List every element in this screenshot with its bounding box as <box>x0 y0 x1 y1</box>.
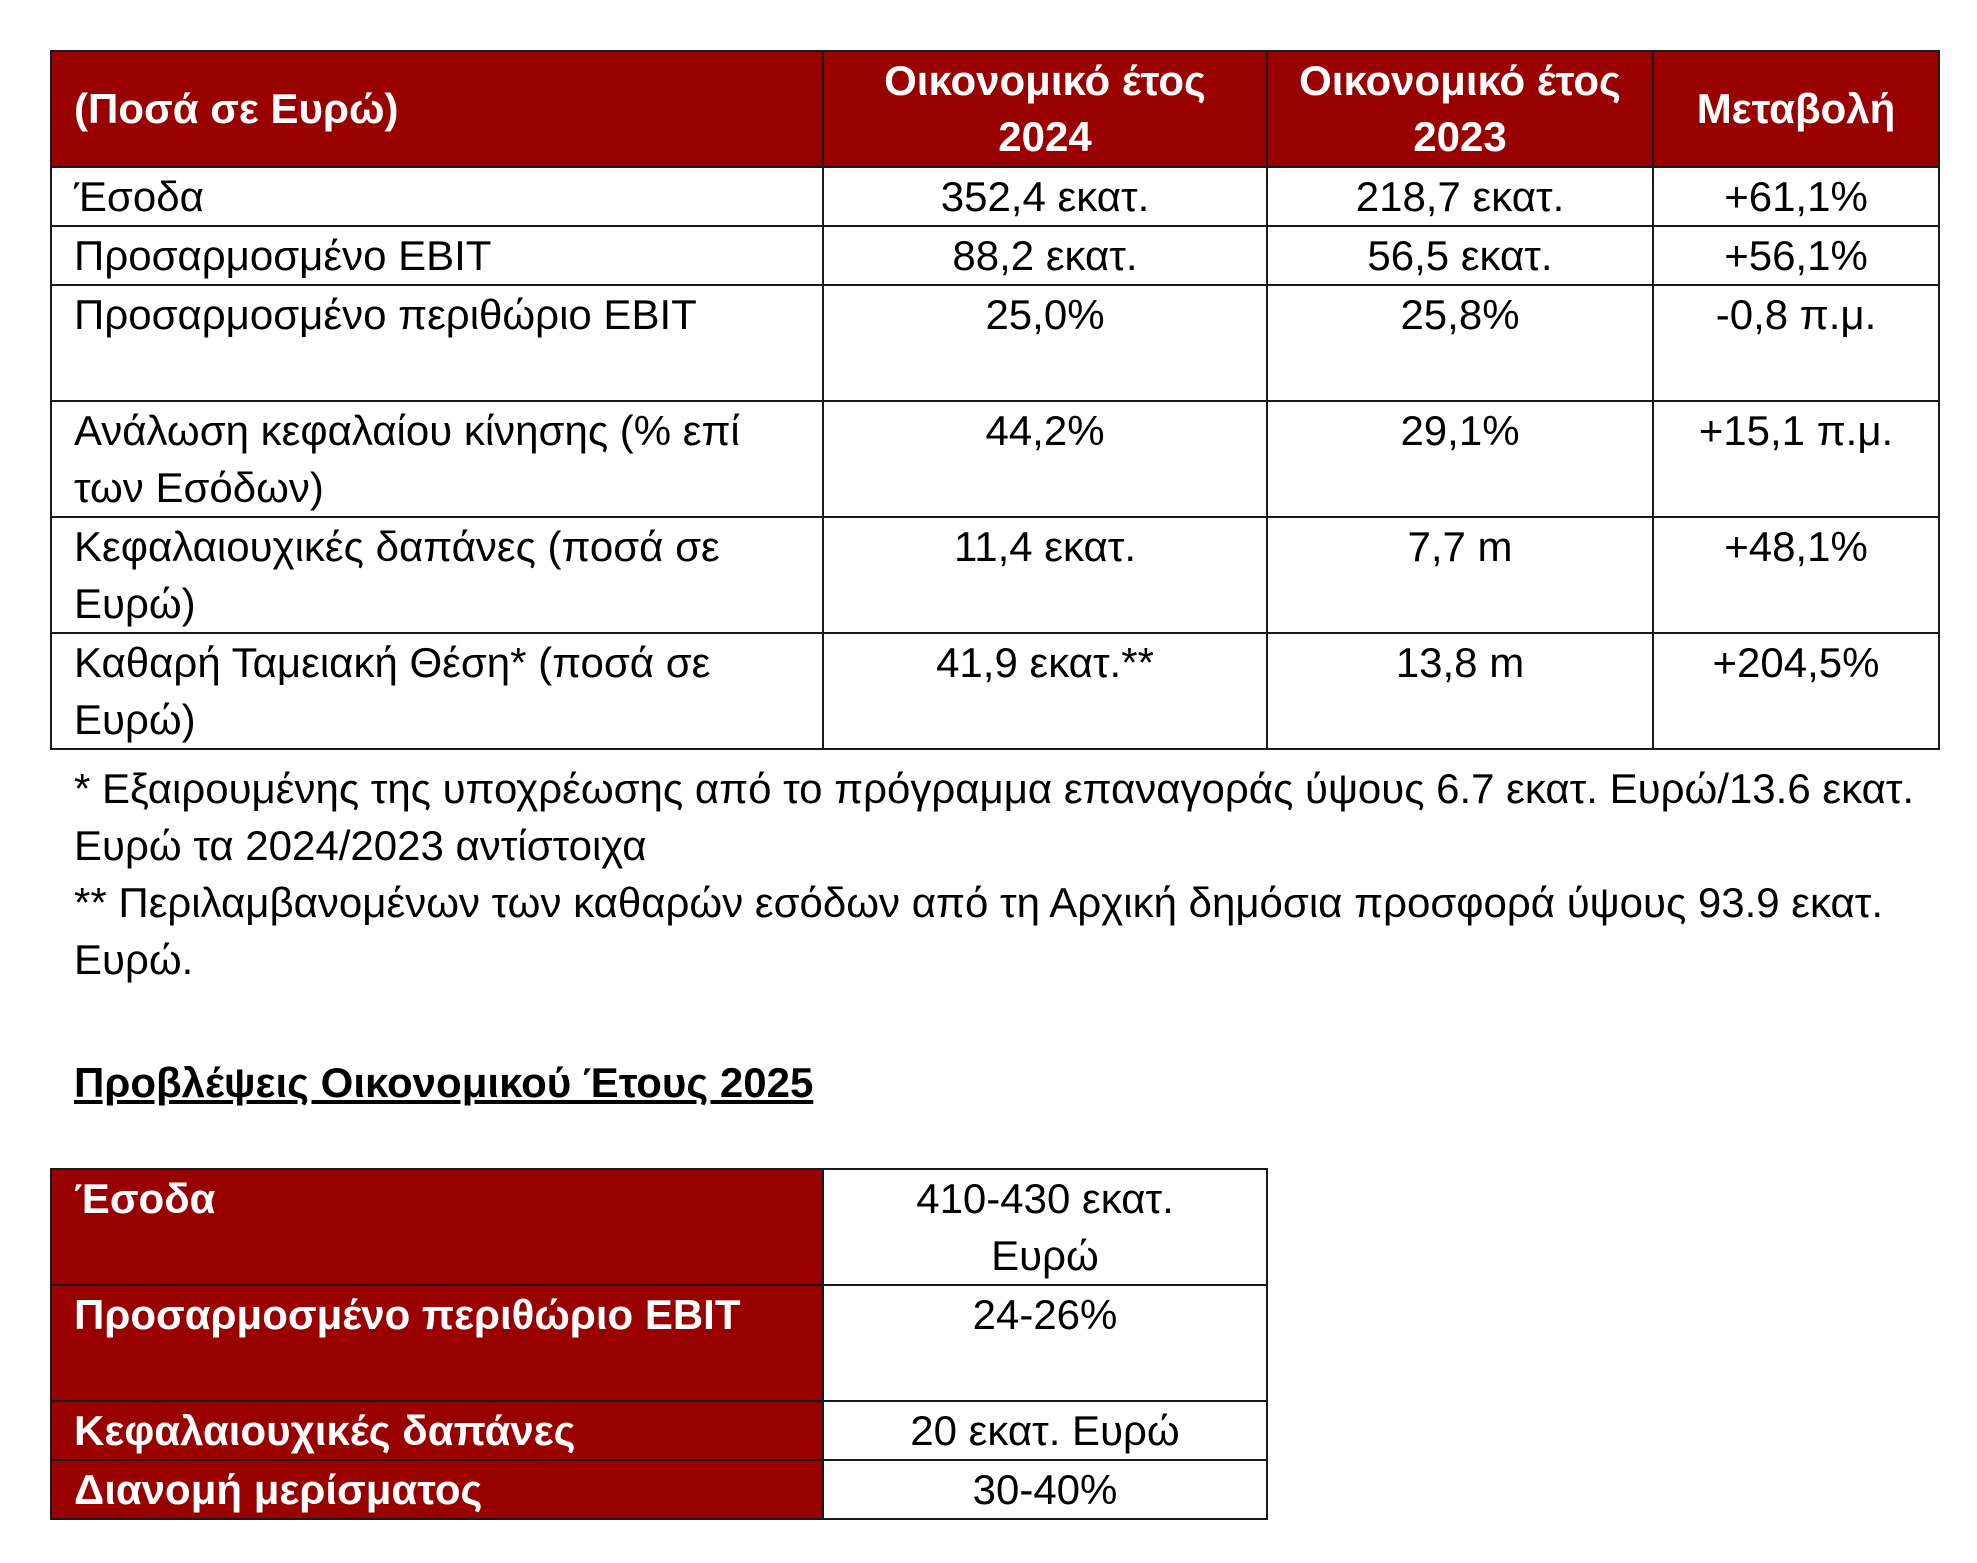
forecast-table <box>50 1168 1268 1520</box>
fy2024-value: 41,9 εκατ.** <box>823 633 1267 749</box>
forecast-label: Προσαρμοσμένο περιθώριο EBIT <box>51 1285 823 1401</box>
fy2023-value: 56,5 εκατ. <box>1267 226 1653 285</box>
header-fy2023: Οικονομικό έτος 2023 <box>1267 51 1653 167</box>
financials-header-row <box>51 51 1939 167</box>
change-value: +48,1% <box>1653 517 1939 633</box>
forecast-value: 20 εκατ. Ευρώ <box>823 1401 1267 1460</box>
row-label: Ανάλωση κεφαλαίου κίνησης (% επί των Εσόδων) <box>51 401 823 517</box>
forecast-label: Έσοδα <box>51 1169 823 1285</box>
fy2024-value: 11,4 εκατ. <box>823 517 1267 633</box>
table-row <box>51 633 1939 749</box>
table-row <box>51 1169 1267 1285</box>
forecast-title: Προβλέψεις Οικονομικού Έτους 2025 <box>74 1059 814 1106</box>
change-value: +56,1% <box>1653 226 1939 285</box>
fy2024-value: 88,2 εκατ. <box>823 226 1267 285</box>
table-row <box>51 1401 1267 1460</box>
fy2023-value: 13,8 m <box>1267 633 1653 749</box>
fy2023-value: 29,1% <box>1267 401 1653 517</box>
footnote-2: ** Περιλαμβανομένων των καθαρών εσόδων από τη Αρχική δημόσια προσφορά ύψους 93.9 εκατ. Ευρώ. <box>74 879 1884 983</box>
change-value: +61,1% <box>1653 167 1939 226</box>
footnote-1: * Εξαιρουμένης της υποχρέωσης από το πρόγραμμα επαναγοράς ύψους 6.7 εκατ. Ευρώ/13.6 εκατ. Ευρώ τα 2024/2023 αντίστοιχα <box>74 765 1915 869</box>
forecast-label: Διανομή μερίσματος <box>51 1460 823 1519</box>
header-change: Μεταβολή <box>1653 51 1939 167</box>
row-label: Κεφαλαιουχικές δαπάνες (ποσά σε Ευρώ) <box>51 517 823 633</box>
header-amounts: (Ποσά σε Ευρώ) <box>51 51 823 167</box>
change-value: +15,1 π.μ. <box>1653 401 1939 517</box>
forecast-value: 24-26% <box>823 1285 1267 1401</box>
table-row <box>51 285 1939 401</box>
table-row <box>51 1285 1267 1401</box>
table-row <box>51 167 1939 226</box>
forecast-label: Κεφαλαιουχικές δαπάνες <box>51 1401 823 1460</box>
forecast-value: 410-430 εκατ. Ευρώ <box>823 1169 1267 1285</box>
fy2024-value: 44,2% <box>823 401 1267 517</box>
table-row <box>51 517 1939 633</box>
footnotes <box>74 760 1934 988</box>
financials-table <box>50 50 1940 750</box>
fy2023-value: 218,7 εκατ. <box>1267 167 1653 226</box>
header-fy2024: Οικονομικό έτος 2024 <box>823 51 1267 167</box>
fy2023-value: 25,8% <box>1267 285 1653 401</box>
row-label: Προσαρμοσμένο περιθώριο EBIT <box>51 285 823 401</box>
table-row <box>51 226 1939 285</box>
change-value: +204,5% <box>1653 633 1939 749</box>
row-label: Έσοδα <box>51 167 823 226</box>
forecast-value: 30-40% <box>823 1460 1267 1519</box>
table-row <box>51 1460 1267 1519</box>
table-row <box>51 401 1939 517</box>
row-label: Προσαρμοσμένο EBIT <box>51 226 823 285</box>
fy2024-value: 25,0% <box>823 285 1267 401</box>
fy2023-value: 7,7 m <box>1267 517 1653 633</box>
row-label: Καθαρή Ταμειακή Θέση* (ποσά σε Ευρώ) <box>51 633 823 749</box>
change-value: -0,8 π.μ. <box>1653 285 1939 401</box>
fy2024-value: 352,4 εκατ. <box>823 167 1267 226</box>
